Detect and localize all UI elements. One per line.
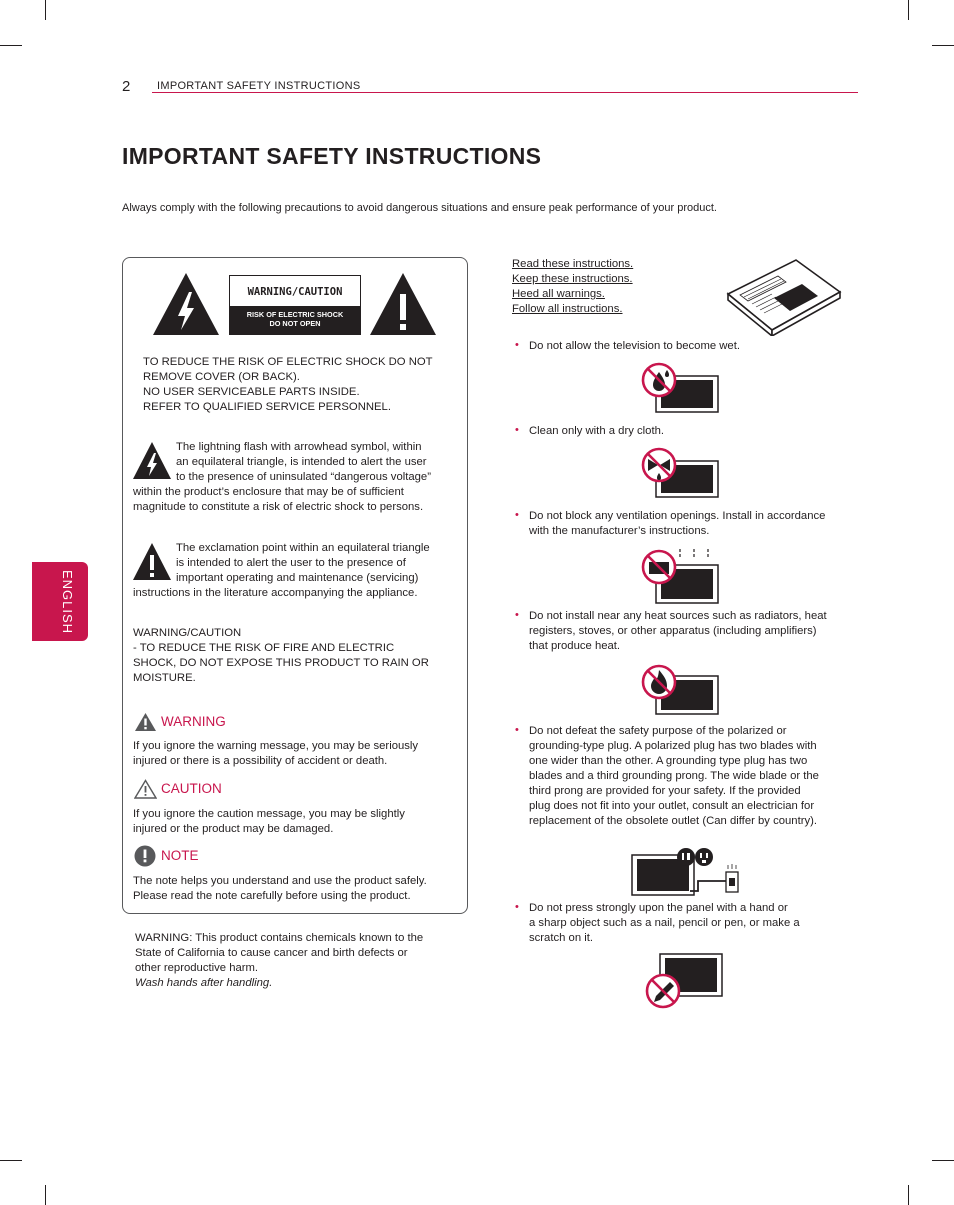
- text-line: injured or there is a possibility of accident or death.: [133, 755, 388, 767]
- tv-no-heat-icon: [640, 662, 722, 718]
- instruction-link[interactable]: Keep these instructions.: [512, 273, 633, 285]
- text-line: scratch on it.: [529, 932, 594, 944]
- text-line: instructions in the literature accompanying the appliance.: [133, 587, 418, 599]
- note-heading: NOTE: [161, 848, 199, 863]
- caution-heading: CAUTION: [161, 781, 222, 796]
- instruction-link[interactable]: Read these instructions.: [512, 258, 634, 270]
- page-title: IMPORTANT SAFETY INSTRUCTIONS: [122, 143, 542, 169]
- text-line: within the product’s enclosure that may be of sufficient: [133, 486, 404, 498]
- reduce-risk-text: [143, 355, 433, 415]
- text-line: Do not allow the television to become wet.: [529, 340, 740, 352]
- warning-caution-label-sub: [230, 306, 360, 334]
- crop-mark: [45, 1185, 46, 1205]
- text-line: Do not press strongly upon the panel with a hand or: [529, 902, 788, 914]
- text-line: other reproductive harm.: [135, 962, 259, 974]
- crop-mark: [45, 0, 46, 20]
- warning-description: [133, 739, 418, 769]
- text-line: injured or the product may be damaged.: [133, 823, 334, 835]
- page-number: 2: [122, 78, 131, 95]
- text-line: grounding-type plug. A polarized plug has two blades with: [529, 740, 817, 752]
- bullet-item: [529, 724, 819, 829]
- text-line: - TO REDUCE THE RISK OF FIRE AND ELECTRIC: [133, 642, 395, 654]
- text-line: Do not block any ventilation openings. Install in accordance: [529, 510, 826, 522]
- text-line: State of California to cause cancer and birth defects or: [135, 947, 408, 959]
- text-line: TO REDUCE THE RISK OF ELECTRIC SHOCK DO NOT: [143, 356, 433, 368]
- text-line: Do not install near any heat sources such as radiators, heat: [529, 610, 827, 622]
- text-line: one wider than the other. A grounding type plug has two: [529, 755, 808, 767]
- bullet-glyph: •: [515, 339, 519, 351]
- prop65-warning: [135, 931, 423, 991]
- text-line: If you ignore the warning message, you may be seriously: [133, 740, 419, 752]
- crop-mark: [0, 1160, 22, 1161]
- language-tab-label: ENGLISH: [60, 570, 75, 635]
- text-line: MOISTURE.: [133, 672, 196, 684]
- warning-caution-heading: WARNING/CAUTION: [133, 627, 242, 639]
- lightning-description-cont: [133, 485, 423, 515]
- text-line: replacement of the obsolete outlet (Can differ by country).: [529, 815, 818, 827]
- bullet-glyph: •: [515, 509, 519, 521]
- text-line: plug does not fit into your outlet, consult an electrician for: [529, 800, 815, 812]
- text-line: important operating and maintenance (servicing): [176, 572, 419, 584]
- bullet-glyph: •: [515, 609, 519, 621]
- warning-heading: WARNING: [161, 714, 226, 729]
- instructions-list: [512, 257, 633, 317]
- label-sub-line: DO NOT OPEN: [269, 319, 321, 328]
- text-line: [135, 931, 423, 946]
- text-line: registers, stoves, or other apparatus (including amplifiers): [529, 625, 817, 637]
- note-icon: [134, 845, 156, 867]
- bullet-item: [529, 901, 800, 946]
- tv-no-water-icon: [640, 362, 720, 414]
- warning-caution-label-title: WARNING/CAUTION: [247, 286, 343, 298]
- text-line: The lightning flash with arrowhead symbol, within: [176, 441, 422, 453]
- tv-polarized-plug-icon: [630, 843, 742, 899]
- text-line: Please read the note carefully before using the product.: [133, 890, 411, 902]
- caution-description: [133, 807, 405, 837]
- caution-icon: [134, 779, 157, 799]
- exclamation-description-cont: [133, 586, 417, 601]
- crop-mark: [0, 45, 22, 46]
- instruction-link[interactable]: Follow all instructions.: [512, 303, 623, 315]
- text-line: is intended to alert the user to the presence of: [176, 557, 406, 569]
- crop-mark: [908, 0, 909, 20]
- warning-caution-text: [133, 626, 429, 686]
- text-line: Do not defeat the safety purpose of the polarized or: [529, 725, 787, 737]
- header-rule: [152, 92, 858, 93]
- text-line: The exclamation point within an equilateral triangle: [176, 542, 430, 554]
- bullet-item: [529, 609, 827, 654]
- text-line: REFER TO QUALIFIED SERVICE PERSONNEL.: [143, 401, 391, 413]
- intro-text: Always comply with the following precautions to avoid dangerous situations and ensure peak performance of your product.: [122, 202, 717, 214]
- tv-no-press-icon: [644, 952, 724, 1010]
- language-tab: [32, 562, 88, 641]
- bullet-item: [529, 509, 825, 539]
- text-line: with the manufacturer’s instructions.: [529, 525, 710, 537]
- exclamation-small-icon: [132, 542, 172, 581]
- text-line: a sharp object such as a nail, pencil or pen, or make a: [529, 917, 800, 929]
- tv-dry-cloth-icon: [640, 447, 720, 499]
- label-sub-line: RISK OF ELECTRIC SHOCK: [246, 310, 344, 319]
- manual-book-icon: [726, 258, 842, 336]
- text-line: The note helps you understand and use the product safely.: [133, 875, 427, 887]
- text-line: to the presence of uninsulated “dangerous voltage”: [176, 471, 431, 483]
- text-line: that produce heat.: [529, 640, 621, 652]
- bullet-glyph: •: [515, 901, 519, 913]
- text-line: blades and a third grounding prong. The wide blade or the: [529, 770, 819, 782]
- prop65-label: WARNING: [135, 932, 190, 944]
- text-line: NO USER SERVICEABLE PARTS INSIDE.: [143, 386, 360, 398]
- bullet-item: [529, 424, 664, 439]
- exclamation-triangle-icon: [369, 272, 437, 336]
- bullet-glyph: •: [515, 724, 519, 736]
- text-line: Clean only with a dry cloth.: [529, 425, 665, 437]
- text-line: If you ignore the caution message, you may be slightly: [133, 808, 405, 820]
- lightning-small-icon: [132, 441, 172, 480]
- text-line: magnitude to constitute a risk of electric shock to persons.: [133, 501, 424, 513]
- wash-hands-text: Wash hands after handling.: [135, 977, 273, 989]
- crop-mark: [932, 1160, 954, 1161]
- note-description: [133, 874, 427, 904]
- text-line: REMOVE COVER (OR BACK).: [143, 371, 300, 383]
- exclamation-description: [176, 541, 430, 586]
- instruction-link[interactable]: Heed all warnings.: [512, 288, 605, 300]
- warning-caution-label: [229, 275, 361, 335]
- bullet-item: [529, 339, 740, 354]
- running-header: IMPORTANT SAFETY INSTRUCTIONS: [157, 80, 361, 92]
- text-line: SHOCK, DO NOT EXPOSE THIS PRODUCT TO RAIN OR: [133, 657, 429, 669]
- text-line: third prong are provided for your safety. If the provided: [529, 785, 801, 797]
- crop-mark: [932, 45, 954, 46]
- bullet-glyph: •: [515, 424, 519, 436]
- crop-mark: [908, 1185, 909, 1205]
- lightning-triangle-icon: [152, 272, 220, 336]
- lightning-description: [176, 440, 431, 485]
- tv-no-block-vent-icon: [640, 545, 722, 605]
- prop65-text: : This product contains chemicals known to the: [189, 932, 424, 944]
- warning-icon: [134, 712, 157, 732]
- text-line: an equilateral triangle, is intended to alert the user: [176, 456, 427, 468]
